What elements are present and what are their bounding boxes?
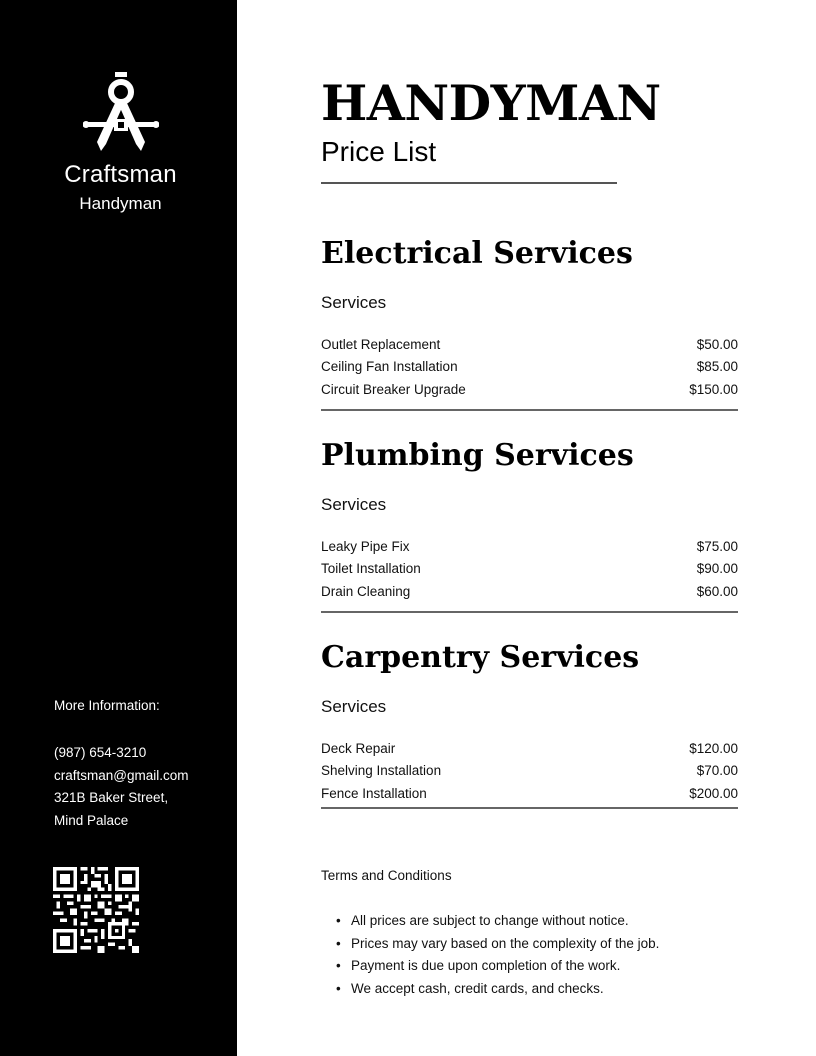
table-row xyxy=(321,783,738,805)
page-title: HANDYMAN xyxy=(321,74,661,132)
brand-name: Craftsman xyxy=(64,161,177,188)
section-title: Plumbing Services xyxy=(321,438,634,473)
brand-subtitle: Handyman xyxy=(79,194,162,213)
table-row xyxy=(321,536,738,558)
section-divider xyxy=(321,807,738,809)
price-rows xyxy=(321,738,738,805)
section-subtitle: Services xyxy=(321,495,387,514)
service-price: $150.00 xyxy=(689,381,738,397)
table-row xyxy=(321,760,738,782)
term-text: We accept cash, credit cards, and checks. xyxy=(351,980,604,996)
table-row xyxy=(321,738,738,760)
email-address: craftsman@gmail.com xyxy=(54,767,189,783)
terms-list xyxy=(321,910,659,1000)
service-price: $70.00 xyxy=(696,763,738,779)
service-name: Shelving Installation xyxy=(321,763,442,779)
section-title: Electrical Services xyxy=(321,236,633,271)
table-row xyxy=(321,581,738,603)
service-price: $75.00 xyxy=(696,539,738,554)
list-item xyxy=(321,933,659,956)
section-divider xyxy=(321,409,738,411)
list-item xyxy=(321,910,659,933)
service-name: Fence Installation xyxy=(321,785,427,801)
section-divider xyxy=(321,611,738,613)
service-name: Ceiling Fan Installation xyxy=(321,359,458,375)
address-line-1: 321B Baker Street, xyxy=(54,790,169,805)
sidebar xyxy=(0,0,237,1056)
service-name: Toilet Installation xyxy=(321,561,421,577)
page-subtitle: Price List xyxy=(321,136,437,167)
qr-code-icon xyxy=(53,867,139,953)
more-info-label: More Information: xyxy=(54,698,160,713)
terms-title: Terms and Conditions xyxy=(321,868,452,883)
table-row xyxy=(321,334,738,356)
title-divider xyxy=(321,182,617,184)
service-name: Leaky Pipe Fix xyxy=(321,539,410,554)
drafting-compass-icon xyxy=(83,72,159,154)
service-price: $120.00 xyxy=(689,741,738,756)
section-carpentry xyxy=(321,640,738,809)
phone-number: (987) 654-3210 xyxy=(54,745,147,760)
service-price: $200.00 xyxy=(689,785,738,801)
list-item xyxy=(321,978,659,1001)
table-row xyxy=(321,379,738,401)
service-name: Drain Cleaning xyxy=(321,583,411,599)
section-electrical xyxy=(321,236,738,411)
section-subtitle: Services xyxy=(321,697,387,716)
section-subtitle: Services xyxy=(321,293,387,312)
service-price: $50.00 xyxy=(696,337,738,352)
service-name: Outlet Replacement xyxy=(321,337,441,352)
price-rows xyxy=(321,334,738,401)
price-list-main xyxy=(321,0,816,1056)
bullet: • xyxy=(336,935,341,951)
table-row xyxy=(321,356,738,378)
term-text: Prices may vary based on the complexity of the job. xyxy=(351,935,660,951)
section-plumbing xyxy=(321,438,738,613)
term-text: All prices are subject to change without notice. xyxy=(351,913,629,928)
address-line-2: Mind Palace xyxy=(54,812,129,828)
bullet: • xyxy=(336,980,341,996)
service-price: $60.00 xyxy=(696,583,738,599)
list-item xyxy=(321,955,659,978)
price-rows xyxy=(321,536,738,603)
service-price: $90.00 xyxy=(696,561,738,577)
table-row xyxy=(321,558,738,580)
bullet: • xyxy=(336,958,341,973)
service-price: $85.00 xyxy=(696,359,738,375)
service-name: Circuit Breaker Upgrade xyxy=(321,381,466,397)
contact-block xyxy=(54,742,189,832)
bullet: • xyxy=(336,913,341,928)
service-name: Deck Repair xyxy=(321,741,396,756)
section-title: Carpentry Services xyxy=(321,640,640,675)
term-text: Payment is due upon completion of the work. xyxy=(351,958,621,973)
